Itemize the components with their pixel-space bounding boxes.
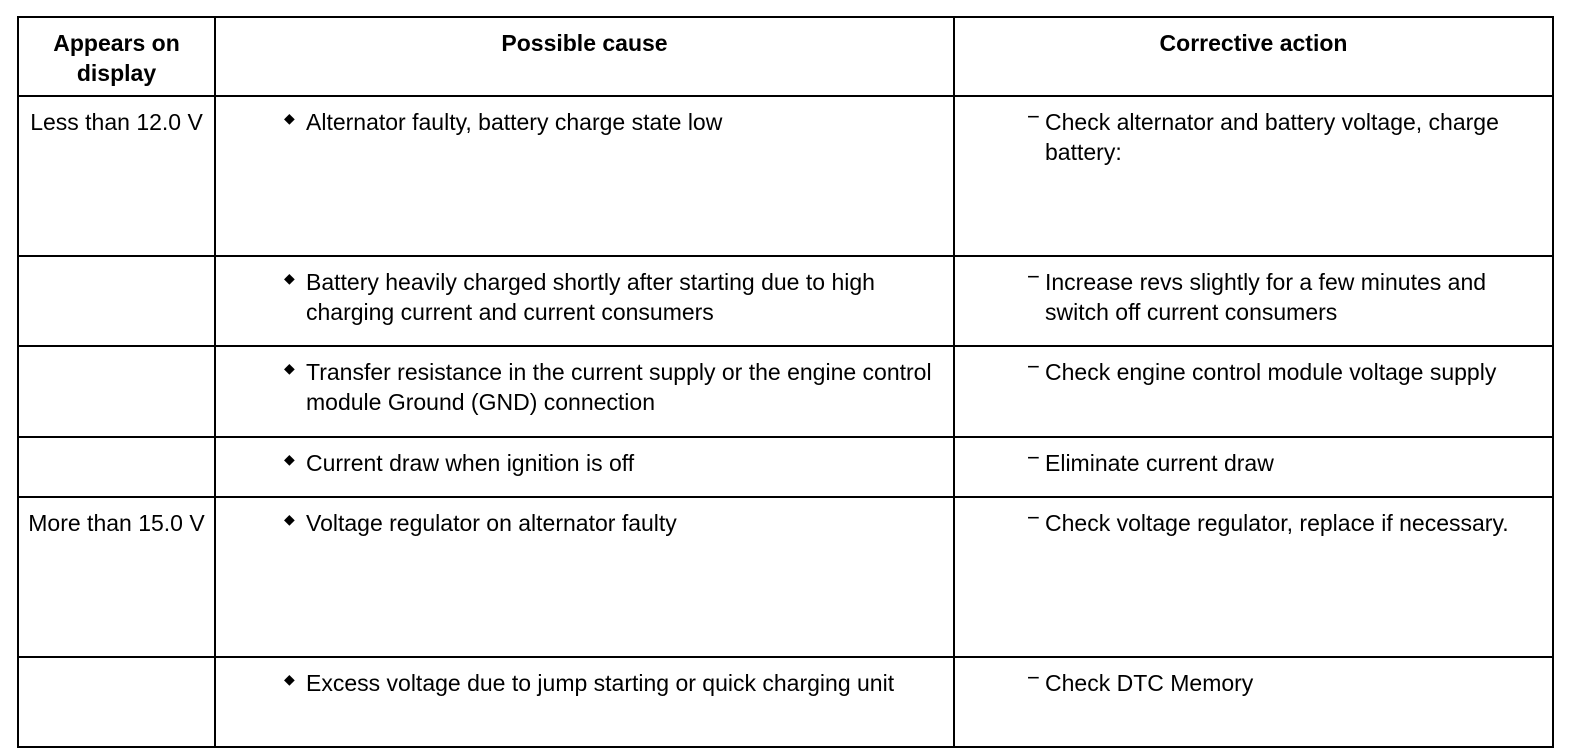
corrective-action-cell	[954, 256, 1553, 346]
diamond-bullet-icon: ◆	[284, 360, 295, 376]
possible-cause-cell	[215, 346, 954, 437]
cause-text: Battery heavily charged shortly after starting due to high charging current and current consumers	[306, 269, 875, 325]
corrective-action-cell	[954, 497, 1553, 657]
dash-bullet-icon: −	[1027, 354, 1040, 379]
table-row	[18, 256, 1553, 346]
dash-bullet-icon: −	[1027, 104, 1040, 129]
cause-text: Excess voltage due to jump starting or quick charging unit	[306, 670, 895, 696]
table-row	[18, 437, 1553, 497]
cause-text: Alternator faulty, battery charge state low	[306, 109, 723, 135]
display-value-cell: More than 15.0 V	[18, 497, 215, 657]
corrective-action-cell	[954, 437, 1553, 497]
action-text: Check voltage regulator, replace if necessary.	[1045, 510, 1509, 536]
header-appears-on-display: Appears on display	[18, 17, 215, 96]
dash-bullet-icon: −	[1027, 505, 1040, 530]
possible-cause-cell	[215, 96, 954, 256]
corrective-action-cell	[954, 346, 1553, 437]
display-value-cell: Less than 12.0 V	[18, 96, 215, 256]
cause-text: Transfer resistance in the current supply or the engine control module Ground (GND) connection	[306, 359, 932, 415]
action-text: Eliminate current draw	[1045, 450, 1274, 476]
diamond-bullet-icon: ◆	[284, 671, 295, 687]
display-value-cell	[18, 346, 215, 437]
action-text: Increase revs slightly for a few minutes and switch off current consumers	[1045, 269, 1487, 325]
cause-text: Current draw when ignition is off	[306, 450, 635, 476]
header-corrective-action: Corrective action	[954, 17, 1553, 96]
header-possible-cause: Possible cause	[215, 17, 954, 96]
action-text: Check engine control module voltage supply	[1045, 359, 1497, 385]
diamond-bullet-icon: ◆	[284, 511, 295, 527]
action-text: Check DTC Memory	[1045, 670, 1254, 696]
header-row	[18, 17, 1553, 96]
possible-cause-cell	[215, 256, 954, 346]
dash-bullet-icon: −	[1027, 445, 1040, 470]
diagnosis-table	[17, 16, 1554, 748]
table-row	[18, 497, 1553, 657]
cause-text: Voltage regulator on alternator faulty	[306, 510, 677, 536]
possible-cause-cell	[215, 657, 954, 747]
possible-cause-cell	[215, 437, 954, 497]
diamond-bullet-icon: ◆	[284, 451, 295, 467]
display-value-cell	[18, 256, 215, 346]
display-value-cell	[18, 437, 215, 497]
table-row	[18, 96, 1553, 256]
dash-bullet-icon: −	[1027, 264, 1040, 289]
table-row	[18, 657, 1553, 747]
diamond-bullet-icon: ◆	[284, 110, 295, 126]
possible-cause-cell	[215, 497, 954, 657]
diamond-bullet-icon: ◆	[284, 270, 295, 286]
dash-bullet-icon: −	[1027, 665, 1040, 690]
table-row	[18, 346, 1553, 437]
corrective-action-cell	[954, 96, 1553, 256]
display-value-cell	[18, 657, 215, 747]
action-text: Check alternator and battery voltage, charge battery:	[1045, 109, 1499, 165]
corrective-action-cell	[954, 657, 1553, 747]
